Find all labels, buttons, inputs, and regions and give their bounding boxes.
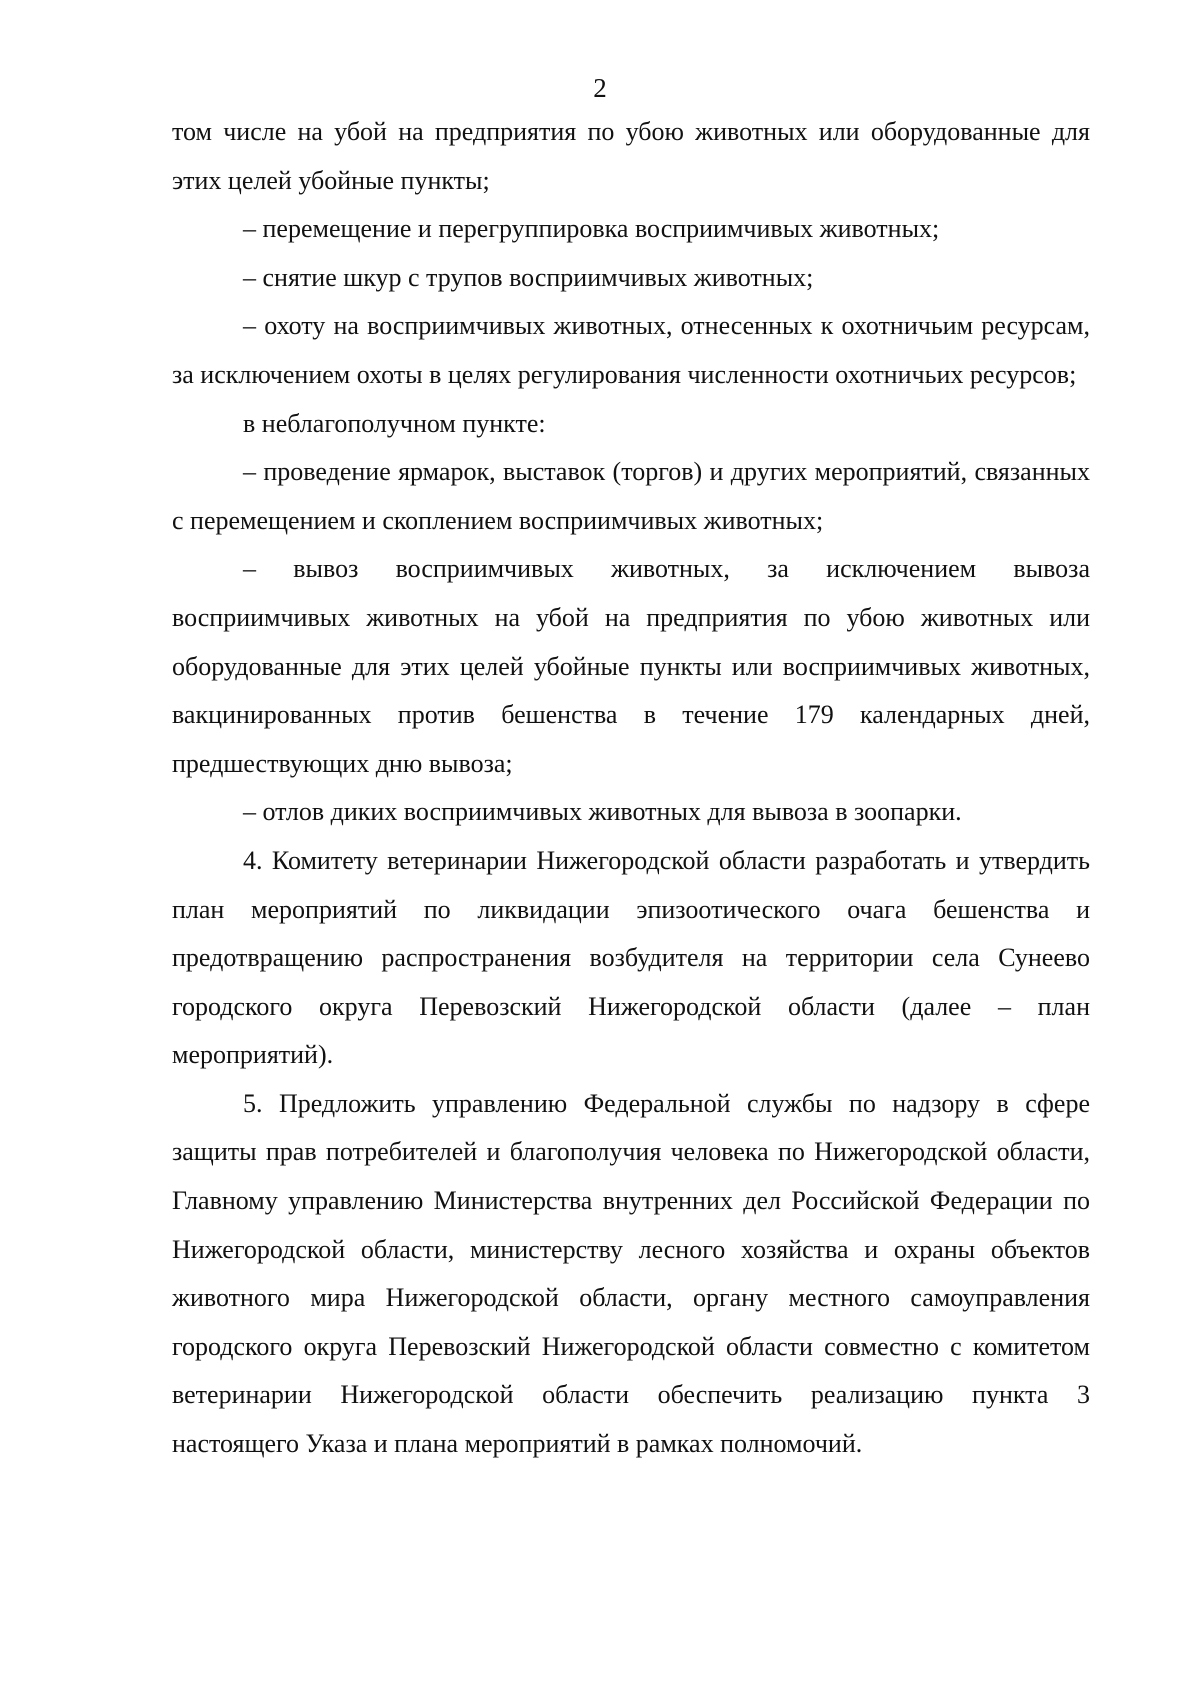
paragraph-continuation: том числе на убой на предприятия по убою животных или оборудованные для этих целей убойные пункты; [172, 117, 1090, 195]
paragraph-unfavorable-point-heading: в неблагополучном пункте: [243, 408, 546, 438]
page-number: 2 [593, 73, 607, 103]
paragraph-point-4: 4. Комитету ветеринарии Нижегородской области разработать и утвердить план мероприятий по ликвидации эпизоотического очага бешенства и предотвращению распространения возбудителя на территории села Сунеево городского округа Перевозский Нижегородской области (далее – план мероприятий). [172, 845, 1090, 1070]
document-body [172, 108, 1090, 1469]
paragraph-list-item-hunting: – охоту на восприимчивых животных, отнесенных к охотничьим ресурсам, за исключением охоты в целях регулирования численности охотничьих ресурсов; [172, 311, 1090, 389]
paragraph-list-item-moving-animals: – перемещение и перегруппировка восприимчивых животных; [243, 214, 940, 244]
paragraph-point-5: 5. Предложить управлению Федеральной службы по надзору в сфере защиты прав потребителей и благополучия человека по Нижегородской области, Главному управлению Министерства внутренних дел Российской Федерации по Нижегородской области, министерству лесного хозяйства и охраны объектов животного мира Нижегородской области, органу местного самоуправления городского округа Перевозский Нижегородской области совместно с комитетом ветеринарии Нижегородской области обеспечить реализацию пункта 3 настоящего Указа и плана мероприятий в рамках полномочий. [172, 1088, 1090, 1459]
paragraph-list-item-export: – вывоз восприимчивых животных, за исключением вывоза восприимчивых животных на убой на предприятия по убою животных или оборудованные для этих целей убойные пункты или восприимчивых животных, вакцинированных против бешенства в течение 179 календарных дней, предшествующих дню вывоза; [172, 554, 1090, 778]
paragraph-list-item-capture: – отлов диких восприимчивых животных для вывоза в зоопарки. [243, 797, 962, 827]
paragraph-list-item-fairs: – проведение ярмарок, выставок (торгов) и других мероприятий, связанных с перемещением и скоплением восприимчивых животных; [172, 457, 1090, 535]
paragraph-list-item-skinning: – снятие шкур с трупов восприимчивых животных; [243, 262, 814, 292]
